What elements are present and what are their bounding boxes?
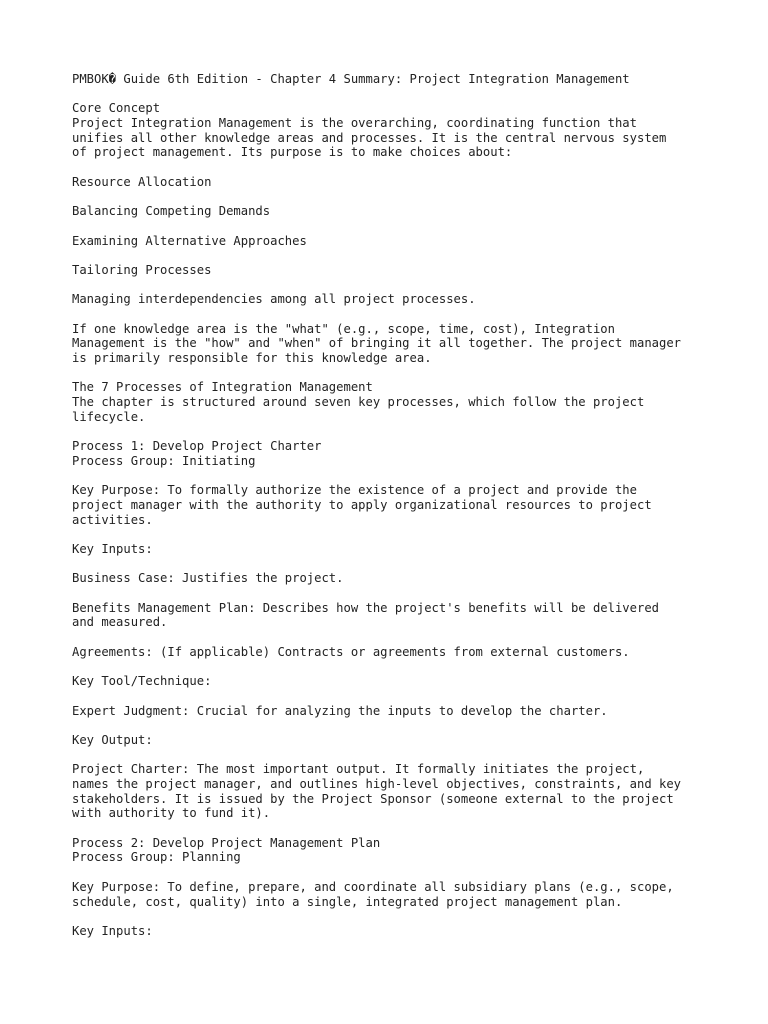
document-line: Process Group: Planning: [72, 850, 241, 865]
document-line: with authority to fund it).: [72, 806, 271, 821]
document-line: Benefits Management Plan: Describes how the project's benefits will be delivered: [72, 600, 659, 615]
document-line: Key Purpose: To define, prepare, and coordinate all subsidiary plans (e.g., scope,: [72, 879, 674, 894]
document-line: [72, 718, 712, 733]
document-line: Managing interdependencies among all project processes.: [72, 292, 476, 307]
document-line: of project management. Its purpose is to make choices about:: [72, 145, 513, 160]
document-line: If one knowledge area is the "what" (e.g., scope, time, cost), Integration: [72, 321, 615, 336]
document-line: Tailoring Processes: [72, 262, 212, 277]
document-line: [72, 278, 712, 293]
document-line: The 7 Processes of Integration Management: [72, 380, 373, 395]
document-line: Process 1: Develop Project Charter: [72, 439, 322, 454]
document-line: [72, 909, 712, 924]
document-line: The chapter is structured around seven key processes, which follow the project: [72, 395, 645, 410]
document-line: Key Inputs:: [72, 923, 153, 938]
document-line: PMBOK� Guide 6th Edition - Chapter 4 Summary: Project Integration Management: [72, 72, 630, 86]
document-line: lifecycle.: [72, 409, 146, 424]
document-line: [72, 425, 712, 440]
document-line: Examining Alternative Approaches: [72, 233, 307, 248]
document-line: [72, 865, 712, 880]
document-line: Project Integration Management is the overarching, coordinating function that: [72, 116, 637, 131]
document-line: Process Group: Initiating: [72, 453, 256, 468]
document-line: Core Concept: [72, 101, 161, 116]
document-line: and measured.: [72, 615, 168, 630]
document-line: Project Charter: The most important output. It formally initiates the project,: [72, 762, 645, 777]
document-line: schedule, cost, quality) into a single, integrated project management plan.: [72, 894, 623, 909]
document-line: Process 2: Develop Project Management Plan: [72, 835, 381, 850]
document-line: [72, 366, 712, 381]
document-line: Key Output:: [72, 732, 153, 747]
document-line: [72, 307, 712, 322]
document-line: Business Case: Justifies the project.: [72, 571, 344, 586]
document-line: Key Purpose: To formally authorize the existence of a project and provide the: [72, 483, 637, 498]
document-line: [72, 630, 712, 645]
document-line: [72, 557, 712, 572]
document-line: stakeholders. It is issued by the Project Sponsor (someone external to the project: [72, 791, 674, 806]
document-line: [72, 748, 712, 763]
document-page: [72, 72, 712, 939]
document-line: [72, 248, 712, 263]
document-line: [72, 219, 712, 234]
document-line: Agreements: (If applicable) Contracts or agreements from external customers.: [72, 644, 630, 659]
document-line: activities.: [72, 512, 153, 527]
document-line: names the project manager, and outlines high-level objectives, constraints, and key: [72, 777, 682, 791]
document-line: [72, 160, 712, 175]
document-line: Resource Allocation: [72, 174, 212, 189]
document-line: unifies all other knowledge areas and processes. It is the central nervous system: [72, 130, 667, 145]
document-line: [72, 689, 712, 704]
document-line: [72, 87, 712, 102]
document-line: is primarily responsible for this knowledge area.: [72, 351, 432, 366]
document-line: Balancing Competing Demands: [72, 204, 271, 219]
document-line: [72, 660, 712, 675]
document-line: Expert Judgment: Crucial for analyzing the inputs to develop the charter.: [72, 703, 608, 718]
document-line: [72, 586, 712, 601]
document-line: [72, 190, 712, 205]
document-line: [72, 821, 712, 836]
document-line: project manager with the authority to apply organizational resources to project: [72, 497, 652, 512]
document-line: [72, 469, 712, 484]
document-line: [72, 527, 712, 542]
document-line: Key Inputs:: [72, 542, 153, 556]
document-line: Key Tool/Technique:: [72, 674, 212, 689]
document-line: Management is the "how" and "when" of bringing it all together. The project manager: [72, 336, 682, 351]
